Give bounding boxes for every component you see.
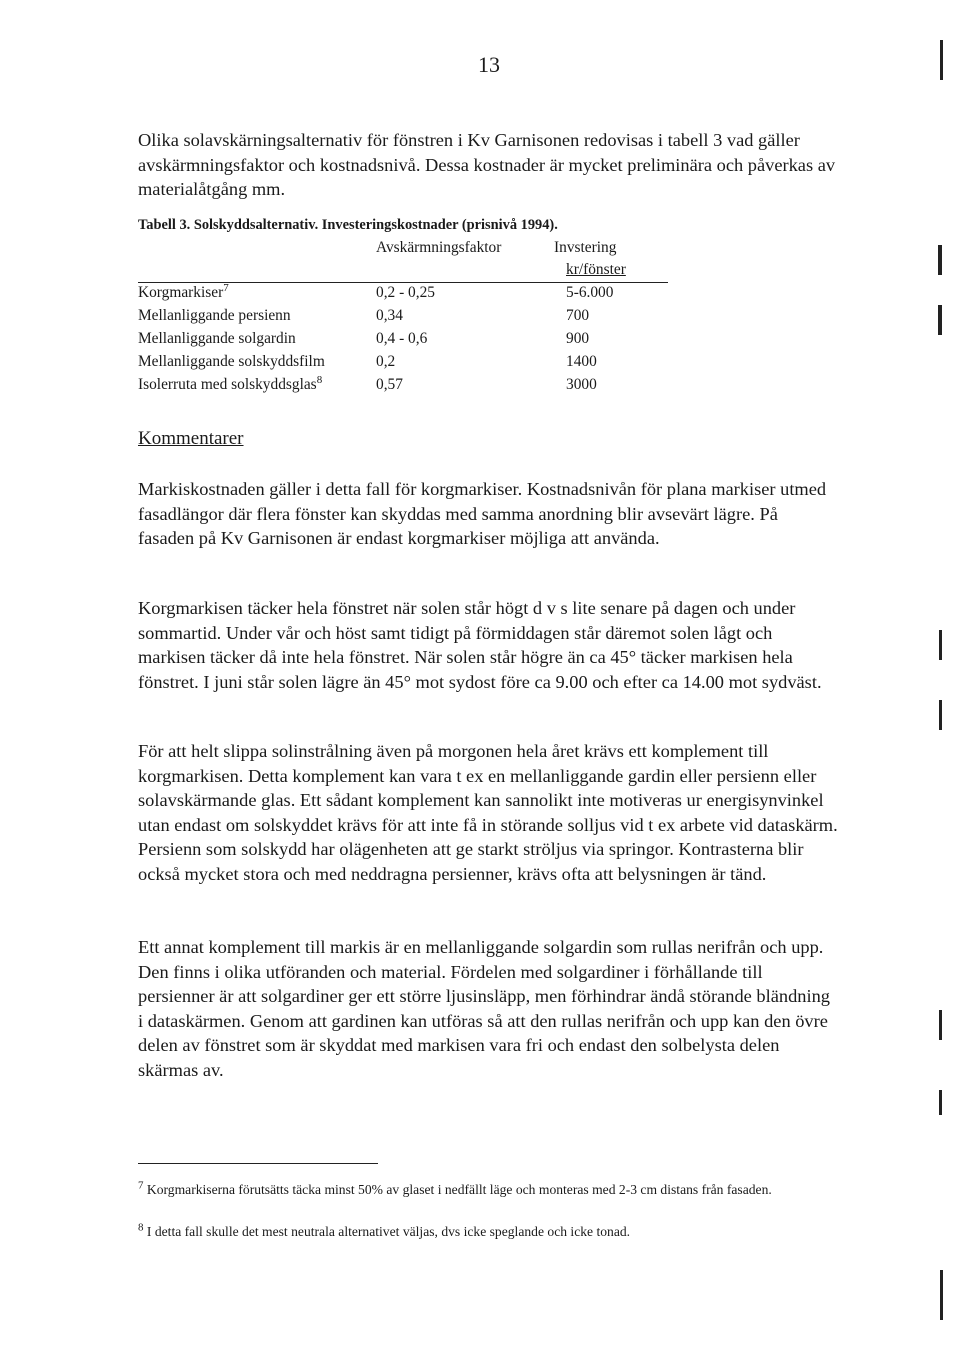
row-label: Korgmarkiser$^7$ (138, 281, 229, 301)
scan-mark (938, 245, 942, 275)
row-cost: 3000 (566, 376, 597, 393)
scan-mark (939, 1090, 942, 1115)
scan-mark (939, 1010, 942, 1040)
table-row (138, 353, 668, 376)
row-factor: 0,4 - 0,6 (376, 330, 428, 347)
row-cost: 5-6.000 (566, 284, 614, 301)
row-factor: 0,2 (376, 353, 396, 370)
header-unit: kr/fönster (566, 261, 626, 278)
paragraph: Markiskostnaden gäller i detta fall för korgmarkiser. Kostnadsnivån för plana markiser utmed fasadlängor där flera fönster kan skyddas med samma anordning blir avsevärt lägre. På fasaden på Kv Garnisonen är endast korgmarkiser möjliga att använda. (138, 479, 827, 548)
row-factor: 0,34 (376, 307, 403, 324)
row-label: Mellanliggande solgardin (138, 330, 296, 347)
footnote-ref: 8 (316, 373, 323, 386)
footnote-number: 8 (138, 1221, 144, 1234)
row-factor: 0,57 (376, 376, 403, 393)
scan-mark (939, 630, 942, 660)
footnote: $^7$ Korgmarkiserna förutsätts täcka minst 50% av glaset i nedfällt läge och monteras med 2-3 cm distans från fasaden. (138, 1179, 772, 1197)
table-row (138, 330, 668, 353)
paragraph: För att helt slippa solinstrålning även på morgonen hela året krävs ett komplement till korgmarkisen. Detta komplement kan vara t ex en mellanliggande gardin eller persienn eller solavskärmande glas. Ett sådant komplement kan sannolikt inte motiveras ur energisynvinkel utan endast om solskyddet krävs för att inte få in störande solljus vid t ex arbete vid dataskärm. Persienn som solskydd har olägenheten att ge starkt ströljus via springor. Kontrasterna blir också mycket stora och med neddragna persienner, krävs ofta att belysningen är tänd. (138, 741, 838, 884)
header-investment: Invstering (554, 239, 617, 256)
header-shading-factor: Avskärmningsfaktor (376, 239, 502, 256)
header-rule (138, 282, 668, 283)
row-label: Isolerruta med solskyddsglas$^8$ (138, 373, 323, 393)
paragraph: Ett annat komplement till markis är en mellanliggande solgardin som rullas nerifrån och upp. Den finns i olika utföranden och material. Fördelen med solgardiner i förhållande till persienner är att solgardiner ger ett större ljusinsläpp, men förhindrar ändå störande bländning i dataskärmen. Genom att gardinen kan utföras så att den rullas nerifrån och upp kan den övre delen av fönstret som är skyddat med markisen vara fri och endast den solbelysta delen skärmas av. (138, 937, 830, 1080)
cost-table (138, 237, 668, 399)
footnote-number: 7 (138, 1179, 144, 1192)
scan-mark (938, 305, 942, 335)
paragraph: Korgmarkisen täcker hela fönstret när solen står högt d v s lite senare på dagen och under sommartid. Under vår och höst samt tidigt på förmiddagen står däremot solen lågt och markisen täcker då inte hela fönstret. När solen står högre än ca 45° täcker markisen hela fönstret. I juni står solen lägre än 45° mot sydost före ca 9.00 och efter ca 14.00 mot sydväst. (138, 598, 822, 692)
row-cost: 1400 (566, 353, 597, 370)
row-factor: 0,2 - 0,25 (376, 284, 435, 301)
table-row (138, 373, 668, 399)
table-row (138, 281, 668, 307)
section-heading: Kommentarer (138, 428, 244, 449)
scan-mark (940, 40, 943, 80)
page-number: 13 (478, 52, 500, 77)
footnote: $^8$ I detta fall skulle det mest neutrala alternativet väljas, dvs icke speglande och icke tonad. (138, 1221, 631, 1239)
footnote-rule (138, 1163, 378, 1164)
row-cost: 700 (566, 307, 590, 324)
table-row (138, 307, 668, 330)
scan-mark (939, 700, 942, 730)
row-label: Mellanliggande persienn (138, 307, 291, 324)
row-cost: 900 (566, 330, 590, 347)
footnote-ref: 7 (223, 281, 229, 294)
scan-mark (940, 1270, 943, 1320)
intro-paragraph: Olika solavskärningsalternativ för fönstren i Kv Garnisonen redovisas i tabell 3 vad gäller avskärmningsfaktor och kostnadsnivå. Dessa kostnader är mycket preliminära och påverkas av materialåtgång mm. (138, 130, 836, 199)
row-label: Mellanliggande solskyddsfilm (138, 353, 325, 370)
table-header (138, 237, 668, 284)
table-caption: Tabell 3. Solskyddsalternativ. Investeringskostnader (prisnivå 1994). (138, 217, 558, 233)
